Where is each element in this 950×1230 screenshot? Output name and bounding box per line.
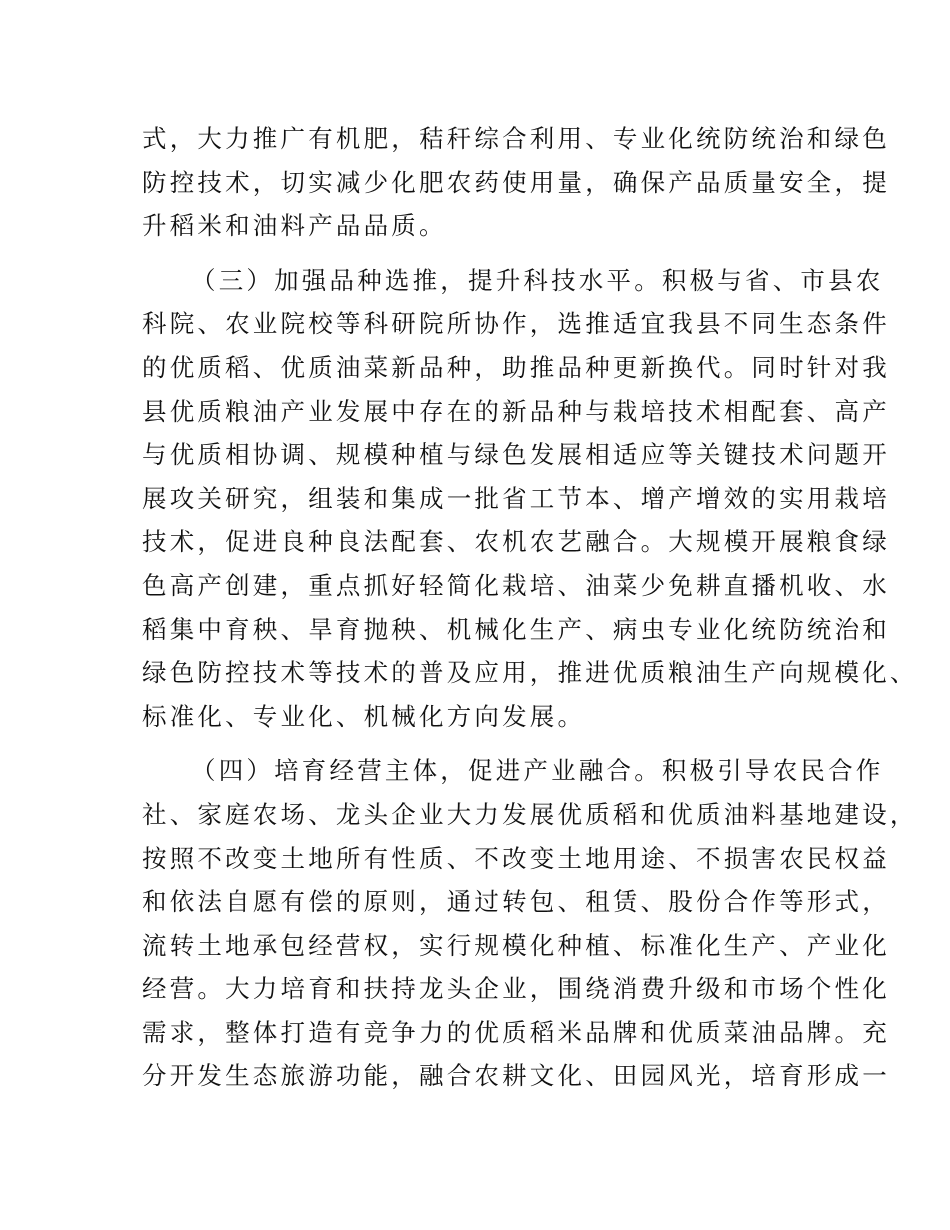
text-line: 科院、农业院校等科研院所协作，选推适宜我县不同生态条件: [142, 309, 890, 339]
text-line: 分开发生态旅游功能，融合农耕文化、田园风光，培育形成一: [142, 1061, 890, 1091]
text-line: 防控技术，切实减少化肥农药使用量，确保产品质量安全，提: [142, 167, 890, 197]
text-line: （三）加强品种选推，提升科技水平。积极与省、市县农: [191, 265, 884, 295]
text-line: 社、家庭农场、龙头企业大力发展优质稻和优质油料基地建设，: [142, 799, 918, 829]
text-line: 技术，促进良种良法配套、农机农艺融合。大规模开展粮食绿: [142, 527, 890, 557]
text-line: 式，大力推广有机肥，秸秆综合利用、专业化统防统治和绿色: [142, 124, 890, 153]
text-line: 升稻米和油料产品品质。: [142, 211, 447, 241]
paragraph-section-four: [142, 749, 918, 1098]
text-line: 经营。大力培育和扶持龙头企业，围绕消费升级和市场个性化: [142, 974, 890, 1004]
text-line: 绿色防控技术等技术的普及应用，推进优质粮油生产向规模化、: [142, 658, 918, 688]
text-line: 色高产创建，重点抓好轻简化栽培、油菜少免耕直播机收、水: [142, 570, 890, 600]
text-line: 与优质相协调、规模种植与绿色发展相适应等关键技术问题开: [142, 440, 890, 470]
text-line: 的优质稻、优质油菜新品种，助推品种更新换代。同时针对我: [142, 352, 890, 382]
text-line: 县优质粮油产业发展中存在的新品种与栽培技术相配套、高产: [142, 396, 890, 426]
text-line: （四）培育经营主体，促进产业融合。积极引导农民合作: [191, 756, 884, 786]
text-line: 标准化、专业化、机械化方向发展。: [142, 701, 586, 731]
paragraph-section-three: [142, 259, 918, 739]
text-line: 按照不改变土地所有性质、不改变土地用途、不损害农民权益: [142, 843, 890, 873]
document-body: [142, 117, 918, 1109]
text-line: 稻集中育秧、旱育抛秧、机械化生产、病虫专业化统防统治和: [142, 614, 890, 644]
text-line: 流转土地承包经营权，实行规模化种植、标准化生产、产业化: [142, 930, 890, 960]
text-line: 展攻关研究，组装和集成一批省工节本、增产增效的实用栽培: [142, 483, 890, 513]
text-line: 需求，整体打造有竞争力的优质稻米品牌和优质菜油品牌。充: [142, 1017, 890, 1047]
paragraph-continuation: [142, 117, 890, 248]
text-line: 和依法自愿有偿的原则，通过转包、租赁、股份合作等形式，: [142, 887, 890, 917]
